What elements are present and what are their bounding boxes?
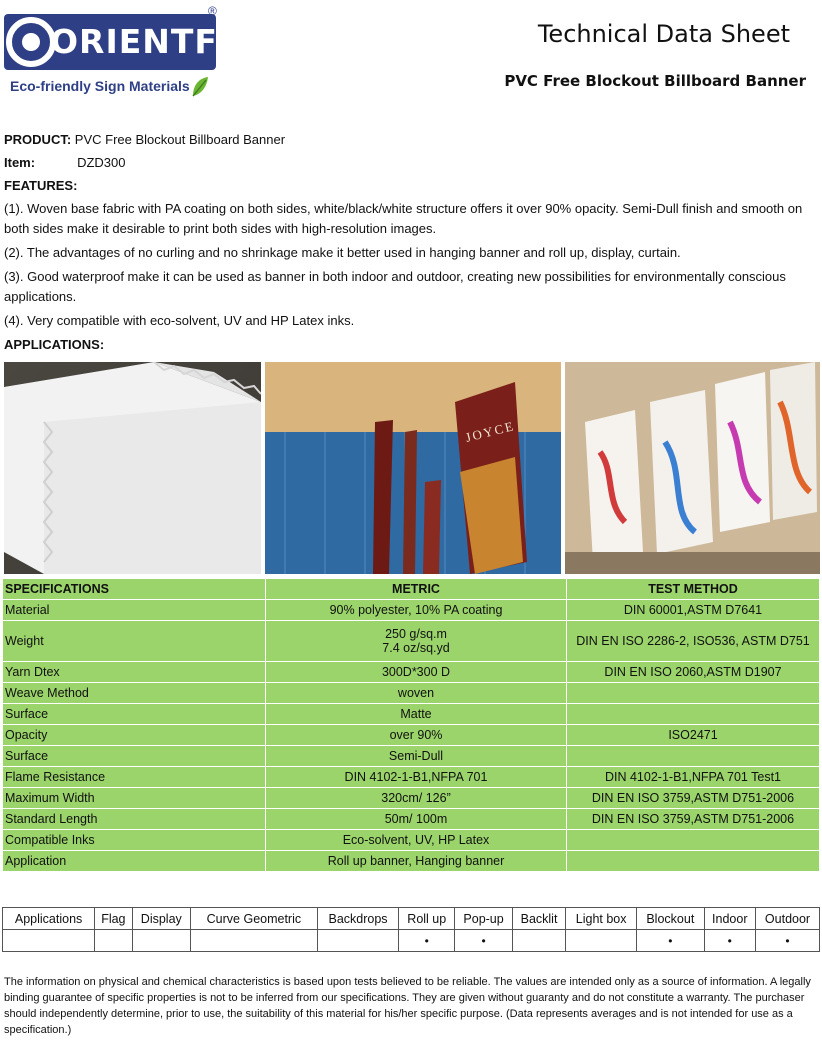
app-mark: •: [756, 930, 820, 952]
table-row: [3, 704, 820, 725]
spec-metric: 250 g/sq.m: [385, 627, 447, 641]
item-line: [4, 153, 814, 173]
display-banners-photo: [565, 362, 820, 574]
registered-mark: ®: [208, 4, 217, 18]
product-label: PRODUCT:: [4, 132, 72, 147]
spec-metric: 90% polyester, 10% PA coating: [266, 600, 567, 621]
table-row: [3, 767, 820, 788]
spec-metric: Eco-solvent, UV, HP Latex: [266, 830, 567, 851]
spec-metric-cell: [266, 621, 567, 662]
disclaimer-text: The information on physical and chemical characteristics is based upon tests believed to be reliable. The values are intended only as a source of information. A legally binding guarantee of specific properties is not to be inferred from our specifications. They are given without guaranty and do not constitute a warranty. The purchaser should independently determine, prior to use, the suitability of this material for his/her specific purpose. (Data represents averages and is not intended for use as a specification.): [4, 976, 811, 1036]
table-row: [3, 600, 820, 621]
application-photos: [4, 362, 820, 574]
app-header: Backdrops: [317, 908, 399, 930]
app-header: Light box: [566, 908, 637, 930]
app-header: Indoor: [704, 908, 756, 930]
applications-table: [2, 907, 820, 952]
app-mark: [512, 930, 565, 952]
table-row: [3, 683, 820, 704]
spec-test: [567, 704, 820, 725]
spec-header-metric: METRIC: [266, 579, 567, 600]
feature-item: (2). The advantages of no curling and no shrinkage make it better used in hanging banner and roll up, display, curtain.: [4, 245, 681, 260]
app-header: Flag: [95, 908, 132, 930]
spec-metric: 320cm/ 126”: [266, 788, 567, 809]
features-heading: FEATURES:: [4, 178, 78, 193]
spec-name: Material: [3, 600, 266, 621]
app-mark: •: [455, 930, 513, 952]
spec-test: DIN EN ISO 2060,ASTM D1907: [567, 662, 820, 683]
spec-header-row: [3, 579, 820, 600]
app-header: Roll up: [399, 908, 455, 930]
spec-test: ISO2471: [567, 725, 820, 746]
app-mark: [191, 930, 318, 952]
app-mark: [132, 930, 191, 952]
table-row: [3, 746, 820, 767]
table-row: [3, 621, 820, 662]
app-mark: [3, 930, 95, 952]
app-header: Applications: [3, 908, 95, 930]
spec-test: [567, 851, 820, 872]
table-row: [3, 851, 820, 872]
app-mark: [95, 930, 132, 952]
applications-mark-row: [3, 930, 820, 952]
spec-name: Opacity: [3, 725, 266, 746]
spec-metric-secondary: 7.4 oz/sq.yd: [382, 641, 450, 655]
hanging-banner-photo: [265, 362, 561, 574]
spec-metric: Semi-Dull: [266, 746, 567, 767]
table-row: [3, 788, 820, 809]
spec-metric: Matte: [266, 704, 567, 725]
spec-metric: DIN 4102-1-B1,NFPA 701: [266, 767, 567, 788]
feature-item: (4). Very compatible with eco-solvent, UV and HP Latex inks.: [4, 313, 355, 328]
spec-metric: Roll up banner, Hanging banner: [266, 851, 567, 872]
spec-name: Compatible Inks: [3, 830, 266, 851]
spec-test: DIN EN ISO 3759,ASTM D751-2006: [567, 809, 820, 830]
app-mark: •: [704, 930, 756, 952]
spec-name: Application: [3, 851, 266, 872]
spec-test: DIN EN ISO 2286-2, ISO536, ASTM D751: [567, 621, 820, 662]
spec-name: Standard Length: [3, 809, 266, 830]
feature-item: (1). Woven base fabric with PA coating on both sides, white/black/white structure offers it over 90% opacity. Semi-Dull finish and smooth on both sides make it desirable to print both sides with high-resolution images.: [4, 201, 803, 236]
spec-name: Yarn Dtex: [3, 662, 266, 683]
spec-name: Surface: [3, 746, 266, 767]
logo-roll-icon: [6, 17, 56, 67]
specifications-table: [2, 578, 820, 872]
app-header: Blockout: [637, 908, 704, 930]
app-mark: [317, 930, 399, 952]
spec-name: Weight: [3, 621, 266, 662]
spec-test: DIN 4102-1-B1,NFPA 701 Test1: [567, 767, 820, 788]
spec-header-specifications: SPECIFICATIONS: [3, 579, 266, 600]
spec-metric: woven: [266, 683, 567, 704]
app-header: Outdoor: [756, 908, 820, 930]
item-label: Item:: [4, 155, 36, 170]
table-row: [3, 830, 820, 851]
table-row: [3, 725, 820, 746]
app-mark: •: [399, 930, 455, 952]
spec-metric: 50m/ 100m: [266, 809, 567, 830]
app-header: Display: [132, 908, 191, 930]
logo-badge: [4, 14, 290, 70]
brand-tagline: Eco-friendly Sign Materials: [10, 78, 190, 94]
app-mark: •: [637, 930, 704, 952]
spec-metric: over 90%: [266, 725, 567, 746]
product-info: [4, 130, 814, 358]
spec-name: Maximum Width: [3, 788, 266, 809]
logo-wordmark: ORIENTFLEX: [50, 22, 290, 61]
spec-header-test-method: TEST METHOD: [567, 579, 820, 600]
brand-logo: [4, 4, 290, 98]
spec-name: Flame Resistance: [3, 767, 266, 788]
spec-test: DIN 60001,ASTM D7641: [567, 600, 820, 621]
table-row: [3, 662, 820, 683]
fabric-sample-photo: [4, 362, 261, 574]
spec-name: Surface: [3, 704, 266, 725]
banner-brand-text: JOYCE: [463, 418, 517, 445]
app-header: Pop-up: [455, 908, 513, 930]
spec-test: DIN EN ISO 3759,ASTM D751-2006: [567, 788, 820, 809]
spec-name: Weave Method: [3, 683, 266, 704]
item-value: DZD300: [77, 155, 126, 170]
product-line: [4, 130, 814, 150]
table-row: [3, 809, 820, 830]
spec-test: [567, 746, 820, 767]
spec-metric: 300D*300 D: [266, 662, 567, 683]
document-title: Technical Data Sheet: [537, 20, 790, 48]
app-header: Curve Geometric: [191, 908, 318, 930]
applications-heading: APPLICATIONS:: [4, 337, 105, 352]
leaf-icon: [190, 76, 210, 98]
app-header: Backlit: [512, 908, 565, 930]
spec-test: [567, 830, 820, 851]
feature-item: (3). Good waterproof make it can be used as banner in both indoor and outdoor, creating new possibilities for environmentally conscious applications.: [4, 269, 786, 304]
product-value: PVC Free Blockout Billboard Banner: [71, 132, 286, 147]
app-mark: [566, 930, 637, 952]
applications-header-row: [3, 908, 820, 930]
spec-test: [567, 683, 820, 704]
document-subtitle: PVC Free Blockout Billboard Banner: [504, 72, 806, 90]
